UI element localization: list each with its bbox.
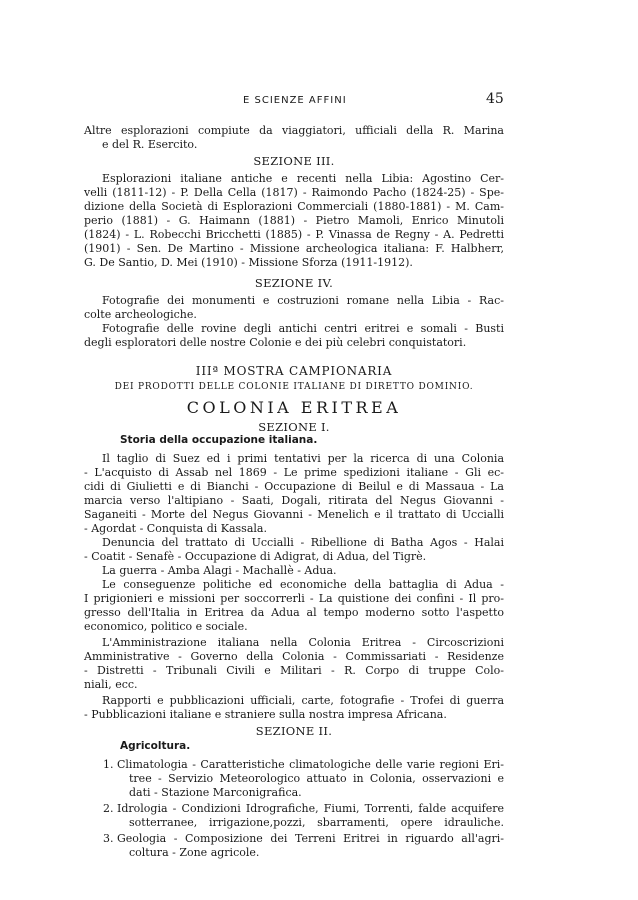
- colonia-title: COLONIA ERITREA: [186, 398, 402, 417]
- text-line: colte archeologiche.: [84, 308, 197, 321]
- text-line: L'Amministrazione italiana nella Colonia Eritrea - Circoscrizioni: [102, 636, 504, 649]
- text-line: dizione della Società di Esplorazioni Commerciali (1880-1881) - M. Cam-: [84, 200, 504, 213]
- text-line: niali, ecc.: [84, 678, 138, 691]
- text-line: velli (1811-12) - P. Della Cella (1817) - Raimondo Pacho (1824-25) - Spe-: [84, 186, 504, 199]
- section-title: SEZIONE II.: [255, 724, 333, 738]
- text-line: - Agordat - Conquista di Kassala.: [84, 522, 267, 535]
- text-line: Saganeiti - Morte del Negus Giovanni - Menelich e il trattato di Uccialli: [84, 508, 504, 521]
- text-line: - Distretti - Tribunali Civili e Militari - R. Corpo di truppe Colo-: [84, 664, 504, 677]
- text-line: La guerra - Amba Alagi - Machallè - Adua.: [102, 564, 337, 577]
- text-line: I prigionieri e missioni per soccorrerli - La quistione dei confini - Il pro-: [84, 592, 504, 605]
- text-line: Esplorazioni italiane antiche e recenti nella Libia: Agostino Cer-: [102, 172, 504, 185]
- list-number: 2.: [103, 802, 114, 815]
- mostra-heading: IIIª MOSTRA CAMPIONARIA: [195, 364, 393, 378]
- text-line: Amministrative - Governo della Colonia - Commissariati - Residenze: [84, 650, 504, 663]
- text-line: Denuncia del trattato di Uccialli - Ribellione di Batha Agos - Halai: [102, 536, 504, 549]
- text-line: (1901) - Sen. De Martino - Missione archeologica italiana: F. Halbherr,: [84, 242, 504, 255]
- text-line: Il taglio di Suez ed i primi tentativi per la ricerca di una Colonia: [102, 452, 504, 465]
- text-line: perio (1881) - G. Haimann (1881) - Pietro Mamoli, Enrico Minutoli: [84, 214, 504, 227]
- list-item-line: coltura - Zone agricole.: [129, 846, 260, 859]
- list-number: 1.: [103, 758, 114, 771]
- text-line: G. De Santio, D. Mei (1910) - Missione Sforza (1911-1912).: [84, 256, 413, 269]
- list-item-line: dati - Stazione Marconigrafica.: [129, 786, 302, 799]
- text-line: e del R. Esercito.: [102, 138, 198, 151]
- list-item-line: Idrologia - Condizioni Idrografiche, Fiumi, Torrenti, falde acquifere: [117, 802, 504, 815]
- list-item-line: Climatologia - Caratteristiche climatologiche delle varie regioni Eri-: [117, 758, 504, 771]
- text-line: Le conseguenze politiche ed economiche della battaglia di Adua -: [102, 578, 504, 591]
- text-line: (1824) - L. Robecchi Bricchetti (1885) - P. Vinassa de Regny - A. Pedretti: [84, 228, 504, 241]
- section-subtitle: Storia della occupazione italiana.: [120, 434, 318, 446]
- list-item-line: sotterranee, irrigazione,pozzi, sbarramenti, opere idrauliche.: [129, 816, 504, 829]
- text-line: - L'acquisto di Assab nel 1869 - Le prime spedizioni italiane - Gli ec-: [84, 466, 504, 479]
- text-line: gresso dell'Italia in Eritrea da Adua al tempo moderno sotto l'aspetto: [84, 606, 504, 619]
- text-line: - Pubblicazioni italiane e straniere sulla nostra impresa Africana.: [84, 708, 447, 721]
- text-line: cidi di Giulietti e di Bianchi - Occupazione di Beilul e di Massaua - La: [84, 480, 504, 493]
- mostra-subheading: DEI PRODOTTI DELLE COLONIE ITALIANE DI DIRETTO DOMINIO.: [114, 382, 474, 392]
- text-line: degli esploratori delle nostre Colonie e dei più celebri conquistatori.: [84, 336, 467, 349]
- text-line: economico, politico e sociale.: [84, 620, 248, 633]
- text-line: marcia verso l'altipiano - Saati, Dogali, ritirata del Negus Giovanni -: [84, 494, 504, 507]
- text-line: Altre esplorazioni compiute da viaggiatori, ufficiali della R. Marina: [84, 124, 504, 137]
- section-title: SEZIONE III.: [253, 154, 335, 168]
- text-line: Rapporti e pubblicazioni ufficiali, carte, fotografie - Trofei di guerra: [102, 694, 504, 707]
- text-line: Fotografie dei monumenti e costruzioni romane nella Libia - Rac-: [102, 294, 504, 307]
- list-item-line: Geologia - Composizione dei Terreni Eritrei in riguardo all'agri-: [117, 832, 504, 845]
- text-line: - Coatit - Senafè - Occupazione di Adigrat, di Adua, del Tigrè.: [84, 550, 427, 563]
- section-title: SEZIONE IV.: [254, 276, 334, 290]
- list-number: 3.: [103, 832, 114, 845]
- page-number: 45: [486, 91, 504, 107]
- section-title: SEZIONE I.: [258, 420, 330, 434]
- section-subtitle: Agricoltura.: [120, 740, 191, 752]
- list-item-line: tree - Servizio Meteorologico attuato in Colonia, osservazioni e: [129, 772, 504, 785]
- running-head: E SCIENZE AFFINI: [243, 95, 347, 106]
- text-line: Fotografie delle rovine degli antichi centri eritrei e somali - Busti: [102, 322, 504, 335]
